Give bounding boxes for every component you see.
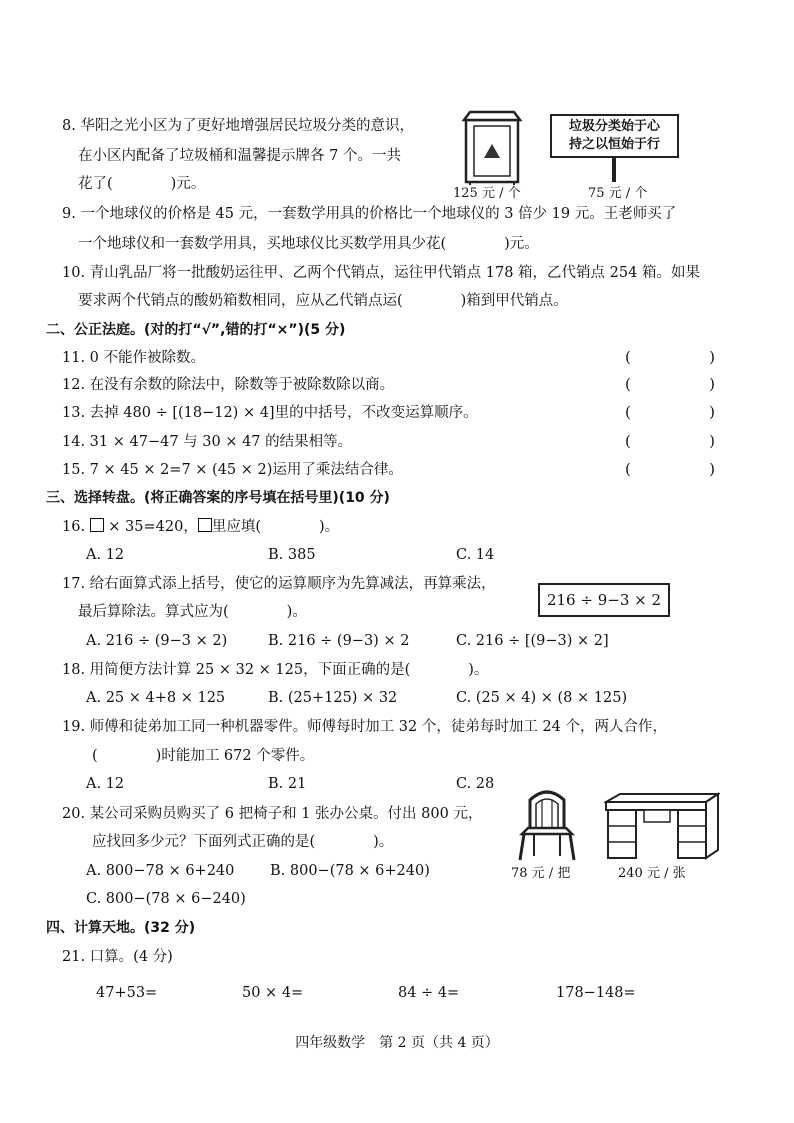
paren-open: (	[625, 375, 631, 393]
q9-line2: 一个地球仪和一套数学用具，买地球仪比买数学用具少花( )元。	[78, 236, 539, 252]
q19-option-b[interactable]: B. 21	[268, 776, 307, 792]
q17-option-b[interactable]: B. 216 ÷ (9−3) × 2	[268, 633, 410, 649]
answer-paren-14[interactable]	[625, 432, 715, 450]
paren-close: )	[709, 460, 715, 478]
trash-bin-icon	[460, 108, 524, 186]
paren-open: (	[625, 460, 631, 478]
sign-post-icon	[604, 156, 624, 182]
q20-option-c[interactable]: C. 800−(78 × 6−240)	[86, 891, 246, 907]
q19-option-c[interactable]: C. 28	[456, 776, 495, 792]
mental-math-3: 84 ÷ 4=	[398, 985, 460, 1001]
q17-expression-box: 216 ÷ 9−3 × 2	[538, 583, 670, 617]
judge-item-11: 11. 0 不能作被除数。	[62, 350, 206, 366]
q8-line3: 花了( )元。	[78, 176, 206, 192]
paren-close: )	[709, 348, 715, 366]
sign-price: 75 元 / 个	[588, 186, 648, 201]
q16-option-c[interactable]: C. 14	[456, 547, 495, 563]
q16-option-b[interactable]: B. 385	[268, 547, 316, 563]
bin-price: 125 元 / 个	[453, 186, 521, 201]
q16-stem-part2: 里应填( )。	[211, 519, 340, 535]
section3-title: 三、选择转盘。(将正确答案的序号填在括号里)(10 分)	[46, 490, 390, 506]
desk-price: 240 元 / 张	[618, 866, 686, 881]
q19-option-a[interactable]: A. 12	[86, 776, 125, 792]
judge-item-12: 12. 在没有余数的除法中，除数等于被除数除以商。	[62, 377, 395, 393]
q18-line1: 18. 用简便方法计算 25 × 32 × 125，下面正确的是( )。	[62, 662, 489, 678]
sign-text-line2: 持之以恒始于行	[568, 137, 660, 152]
q16-option-a[interactable]: A. 12	[86, 547, 125, 563]
chair-price: 78 元 / 把	[511, 866, 571, 881]
paren-close: )	[709, 432, 715, 450]
q9-line1: 9. 一个地球仪的价格是 45 元，一套数学用具的价格比一个地球仪的 3 倍少 19 元。王老师买了	[62, 206, 677, 222]
answer-paren-11[interactable]	[625, 348, 715, 366]
paren-open: (	[625, 403, 631, 421]
q17-line2: 最后算除法。算式应为( )。	[78, 604, 307, 620]
judge-item-15: 15. 7 × 45 × 2=7 × (45 × 2)运用了乘法结合律。	[62, 462, 403, 478]
mental-math-1: 47+53=	[96, 985, 158, 1001]
answer-paren-13[interactable]	[625, 403, 715, 421]
blank-square-icon	[90, 518, 104, 532]
paren-open: (	[625, 432, 631, 450]
desk-icon	[604, 792, 720, 862]
q20-option-b[interactable]: B. 800−(78 × 6+240)	[270, 863, 430, 879]
q18-option-a[interactable]: A. 25 × 4+8 × 125	[86, 690, 226, 706]
q10-line1: 10. 青山乳品厂将一批酸奶运往甲、乙两个代销点，运往甲代销点 178 箱，乙代销点 254 箱。如果	[62, 265, 700, 281]
q16-stem-part1: × 35=420，	[103, 519, 198, 535]
sign-text-line1: 垃圾分类始于心	[568, 119, 660, 134]
answer-paren-12[interactable]	[625, 375, 715, 393]
page-footer: 四年级数学 第 2 页（共 4 页）	[295, 1035, 499, 1051]
q20-line1: 20. 某公司采购员购买了 6 把椅子和 1 张办公桌。付出 800 元，	[62, 806, 483, 822]
q8-line1: 8. 华阳之光小区为了更好地增强居民垃圾分类的意识，	[62, 118, 414, 134]
q17-option-c[interactable]: C. 216 ÷ [(9−3) × 2]	[456, 633, 609, 649]
q10-line2: 要求两个代销点的酸奶箱数相同，应从乙代销点运( )箱到甲代销点。	[78, 293, 568, 309]
chair-icon	[514, 786, 580, 862]
q19-line1: 19. 师傅和徒弟加工同一种机器零件。师傅每时加工 32 个，徒弟每时加工 24 个，两人合作，	[62, 719, 668, 735]
section2-title: 二、公正法庭。(对的打“√”,错的打“×”)(5 分)	[46, 322, 346, 338]
mental-math-4: 178−148=	[556, 985, 636, 1001]
paren-close: )	[709, 375, 715, 393]
reminder-sign	[550, 114, 679, 158]
blank-square-icon	[198, 518, 212, 532]
q18-option-b[interactable]: B. (25+125) × 32	[268, 690, 398, 706]
q17-line1: 17. 给右面算式添上括号，使它的运算顺序为先算减法，再算乘法，	[62, 576, 496, 592]
q19-line2: ( )时能加工 672 个零件。	[92, 748, 315, 764]
judge-item-14: 14. 31 × 47−47 与 30 × 47 的结果相等。	[62, 434, 353, 450]
q8-line2: 在小区内配备了垃圾桶和温馨提示牌各 7 个。一共	[78, 148, 401, 164]
q18-option-c[interactable]: C. (25 × 4) × (8 × 125)	[456, 690, 628, 706]
q17-option-a[interactable]: A. 216 ÷ (9−3 × 2)	[86, 633, 228, 649]
paren-open: (	[625, 348, 631, 366]
answer-paren-15[interactable]	[625, 460, 715, 478]
q16-stem: 16. × 35=420， 里应填( )。	[62, 519, 340, 535]
section4-title: 四、计算天地。(32 分)	[46, 920, 196, 936]
q20-line2: 应找回多少元？下面列式正确的是( )。	[92, 834, 394, 850]
q21-title: 21. 口算。(4 分)	[62, 949, 173, 965]
mental-math-2: 50 × 4=	[242, 985, 304, 1001]
judge-item-13: 13. 去掉 480 ÷ [(18−12) × 4]里的中括号，不改变运算顺序。	[62, 405, 478, 421]
paren-close: )	[709, 403, 715, 421]
q20-option-a[interactable]: A. 800−78 × 6+240	[86, 863, 235, 879]
